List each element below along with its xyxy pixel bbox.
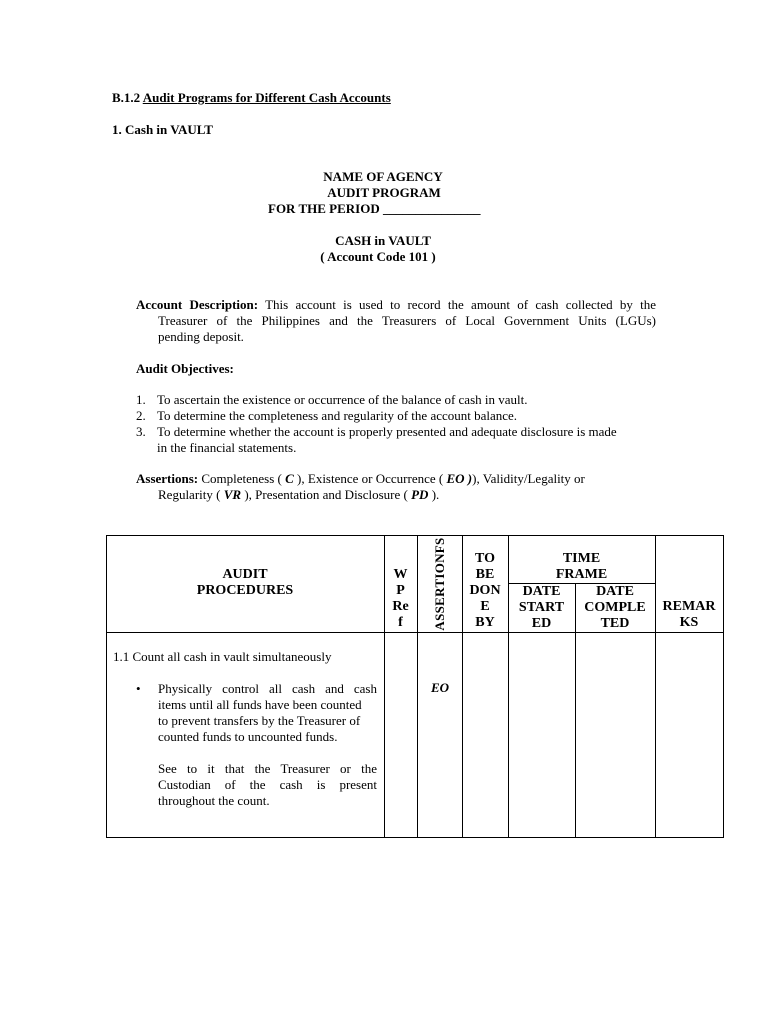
section-title: Audit Programs for Different Cash Accounts [142, 90, 391, 105]
objectives-list [136, 392, 666, 456]
assertions: Assertions: Completeness ( C ), Existence or Occurrence ( EO )), Validity/Legality or Regularity ( VR ), Presentation and Disclosure ( PD ). [136, 471, 585, 502]
header-date-completed: DATE COMPLE TED [584, 584, 646, 631]
assertions-label: Assertions: [136, 471, 199, 486]
header-wp-ref: W P Re f [392, 567, 409, 630]
header-remarks: REMAR KS [662, 599, 716, 630]
account-description-label: Account Description: [136, 297, 259, 312]
procedure-step: 1.1 Count all cash in vault simultaneously [113, 649, 332, 664]
account-name: CASH in VAULT [335, 233, 431, 248]
account-description: Account Description: This account is used to record the amount of cash collected by the Treasurer of the Philippines and the Treasurers of Local Government Units (LGUs) pending deposit. [136, 297, 656, 344]
section-heading [112, 90, 391, 106]
header-assertions: ASSERTIONFS [432, 537, 447, 631]
objective-item: 3. To determine whether the account is properly presented and adequate disclosure is made [136, 424, 617, 439]
item-heading: 1. Cash in VAULT [112, 122, 213, 137]
procedure-detail: Physically control all cash and cash items until all funds have been counted to prevent transfers by the Treasurer of counted funds to uncounted funds. See to it that the Treasurer or the Custodian of the cash is present throughout the count. [158, 681, 377, 808]
period-line: FOR THE PERIOD _______________ [268, 201, 481, 216]
section-code: B.1.2 [112, 90, 141, 105]
row-assertion: EO [430, 680, 450, 695]
objectives-heading: Audit Objectives: [136, 361, 234, 376]
audit-program-title: AUDIT PROGRAM [327, 185, 441, 200]
bullet-icon: • [136, 681, 141, 696]
header-audit-procedures: AUDIT PROCEDURES [196, 567, 294, 598]
objective-item: 1. To ascertain the existence or occurrence of the balance of cash in vault. [136, 392, 528, 407]
header-to-be-done-by: TO BE DON E BY [469, 551, 501, 630]
agency-name: NAME OF AGENCY [323, 169, 443, 184]
objective-item-continuation: in the financial statements. [157, 440, 297, 455]
header-date-started: DATE START ED [518, 584, 565, 631]
objective-item: 2. To determine the completeness and regularity of the account balance. [136, 408, 518, 423]
account-code: ( Account Code 101 ) [320, 249, 436, 264]
header-time-frame: TIME FRAME [555, 551, 608, 582]
